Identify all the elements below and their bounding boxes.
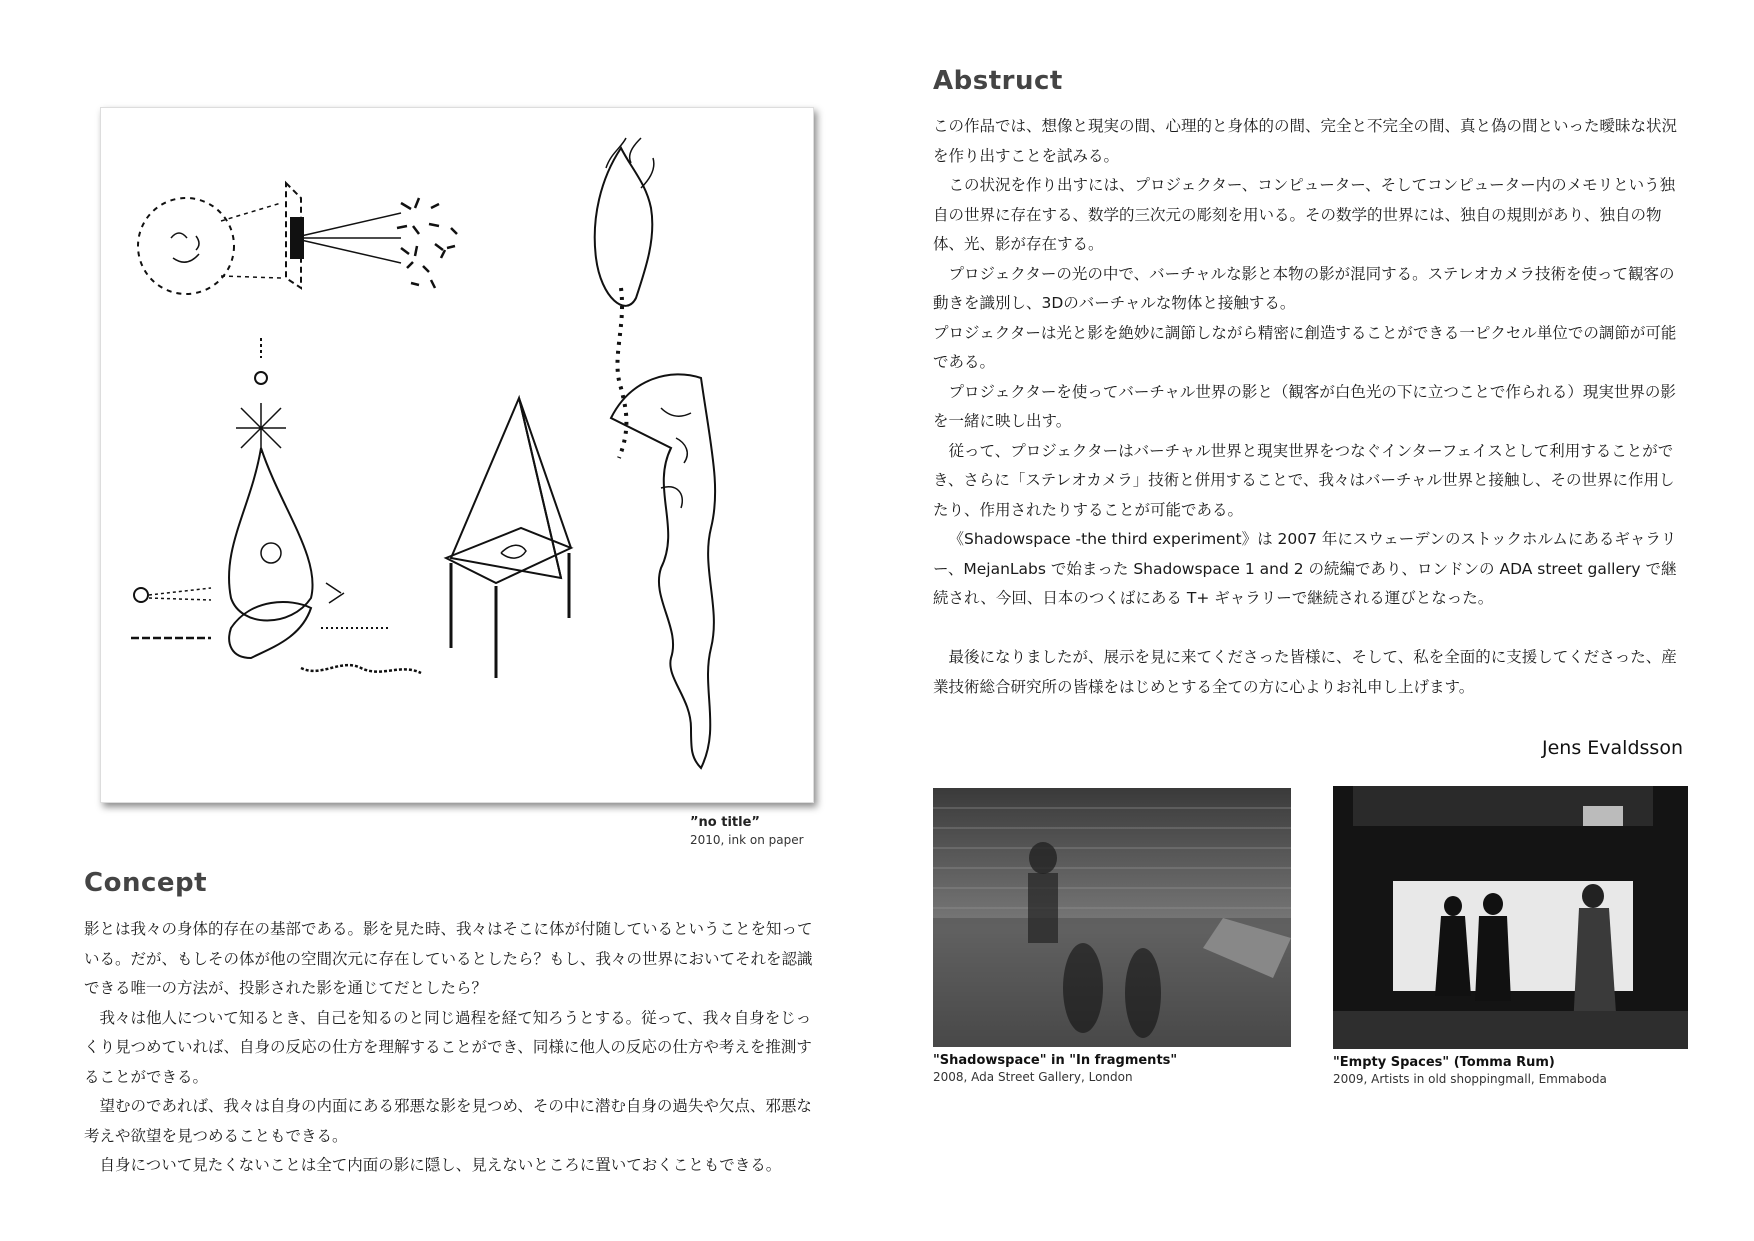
- photo-shadowspace: [933, 788, 1291, 1047]
- concept-paragraph: 望むのであれば、我々は自身の内面にある邪悪な影を見つめ、その中に潜む自身の過失や欠点、邪悪な考えや欲望を見つめることもできる。: [84, 1097, 812, 1145]
- abstract-heading: Abstruct: [933, 66, 1063, 96]
- ink-drawing-illustration: [101, 108, 813, 802]
- abstract-body: [933, 112, 1683, 702]
- ink-drawing-artwork: [100, 107, 814, 803]
- photo-caption-sub: 2009, Artists in old shoppingmall, Emmaboda: [1333, 1072, 1607, 1086]
- abstract-paragraph: この作品では、想像と現実の間、心理的と身体的の間、完全と不完全の間、真と偽の間といった曖昧な状況を作り出すことを試みる。: [933, 117, 1678, 165]
- concept-paragraph: 自身について見たくないことは全て内面の影に隠し、見えないところに置いておくこともできる。: [99, 1156, 782, 1174]
- photo-caption-sub: 2008, Ada Street Gallery, London: [933, 1070, 1133, 1084]
- abstract-paragraph: 《Shadowspace -the third experiment》は 2007 年にスウェーデンのストックホルムにあるギャラリー、MejanLabs で始まった Shadowspace 1 and 2 の続編であり、ロンドンの ADA street gallery で継続され、今回、日本のつくばにある T+ ギャラリーで継続される運びとなった。: [933, 530, 1677, 607]
- concept-heading: Concept: [84, 868, 208, 898]
- photo-caption-title: "Shadowspace" in "In fragments": [933, 1053, 1178, 1068]
- concept-body: [84, 915, 819, 1181]
- abstract-paragraph: 従って、プロジェクターはバーチャル世界と現実世界をつなぐインターフェイスとして利用することができ、さらに「ステレオカメラ」技術と併用することで、我々はバーチャル世界と接触し、その世界に作用したり、作用されたりすることが可能である。: [933, 441, 1675, 519]
- artwork-caption-sub: 2010, ink on paper: [690, 833, 804, 847]
- abstract-paragraph: この状況を作り出すには、プロジェクター、コンピューター、そしてコンピューター内のメモリという独自の世界に存在する、数学的三次元の彫刻を用いる。その数学的世界には、独自の規則があり、独自の物体、光、影が存在する。: [933, 176, 1676, 253]
- concept-paragraph: 我々は他人について知るとき、自己を知るのと同じ過程を経て知ろうとする。従って、我々自身をじっくり見つめていれば、自身の反応の仕方を理解することができ、同様に他人の反応の仕方や考えを推測することができる。: [84, 1008, 812, 1086]
- abstract-paragraph: プロジェクターは光と影を絶妙に調節しながら精密に創造することができる一ピクセル単位での調節が可能である。: [933, 323, 1677, 371]
- abstract-paragraph: プロジェクターを使ってバーチャル世界の影と（観客が白色光の下に立つことで作られる）現実世界の影を一緒に映し出す。: [933, 382, 1676, 430]
- abstract-paragraph: プロジェクターの光の中で、バーチャルな影と本物の影が混同する。ステレオカメラ技術を使って観客の動きを識別し、3Dのバーチャルな物体と接触する。: [933, 264, 1675, 312]
- photo-caption-title: "Empty Spaces" (Tomma Rum): [1333, 1055, 1555, 1070]
- concept-paragraph: 影とは我々の身体的存在の基部である。影を見た時、我々はそこに体が付随しているということを知っている。だが、もしその体が他の空間次元に存在しているとしたら？もし、我々の世界においてそれを認識できる唯一の方法が、投影された影を通じてだとしたら？: [84, 920, 813, 997]
- signature: Jens Evaldsson: [1542, 737, 1683, 759]
- abstract-paragraph: 最後になりましたが、展示を見に来てくださった皆様に、そして、私を全面的に支援してくださった、産業技術総合研究所の皆様をはじめとする全ての方に心よりお礼申し上げます。: [933, 648, 1677, 696]
- artwork-caption-title: ”no title”: [690, 815, 760, 830]
- photo-empty-spaces: [1333, 786, 1688, 1049]
